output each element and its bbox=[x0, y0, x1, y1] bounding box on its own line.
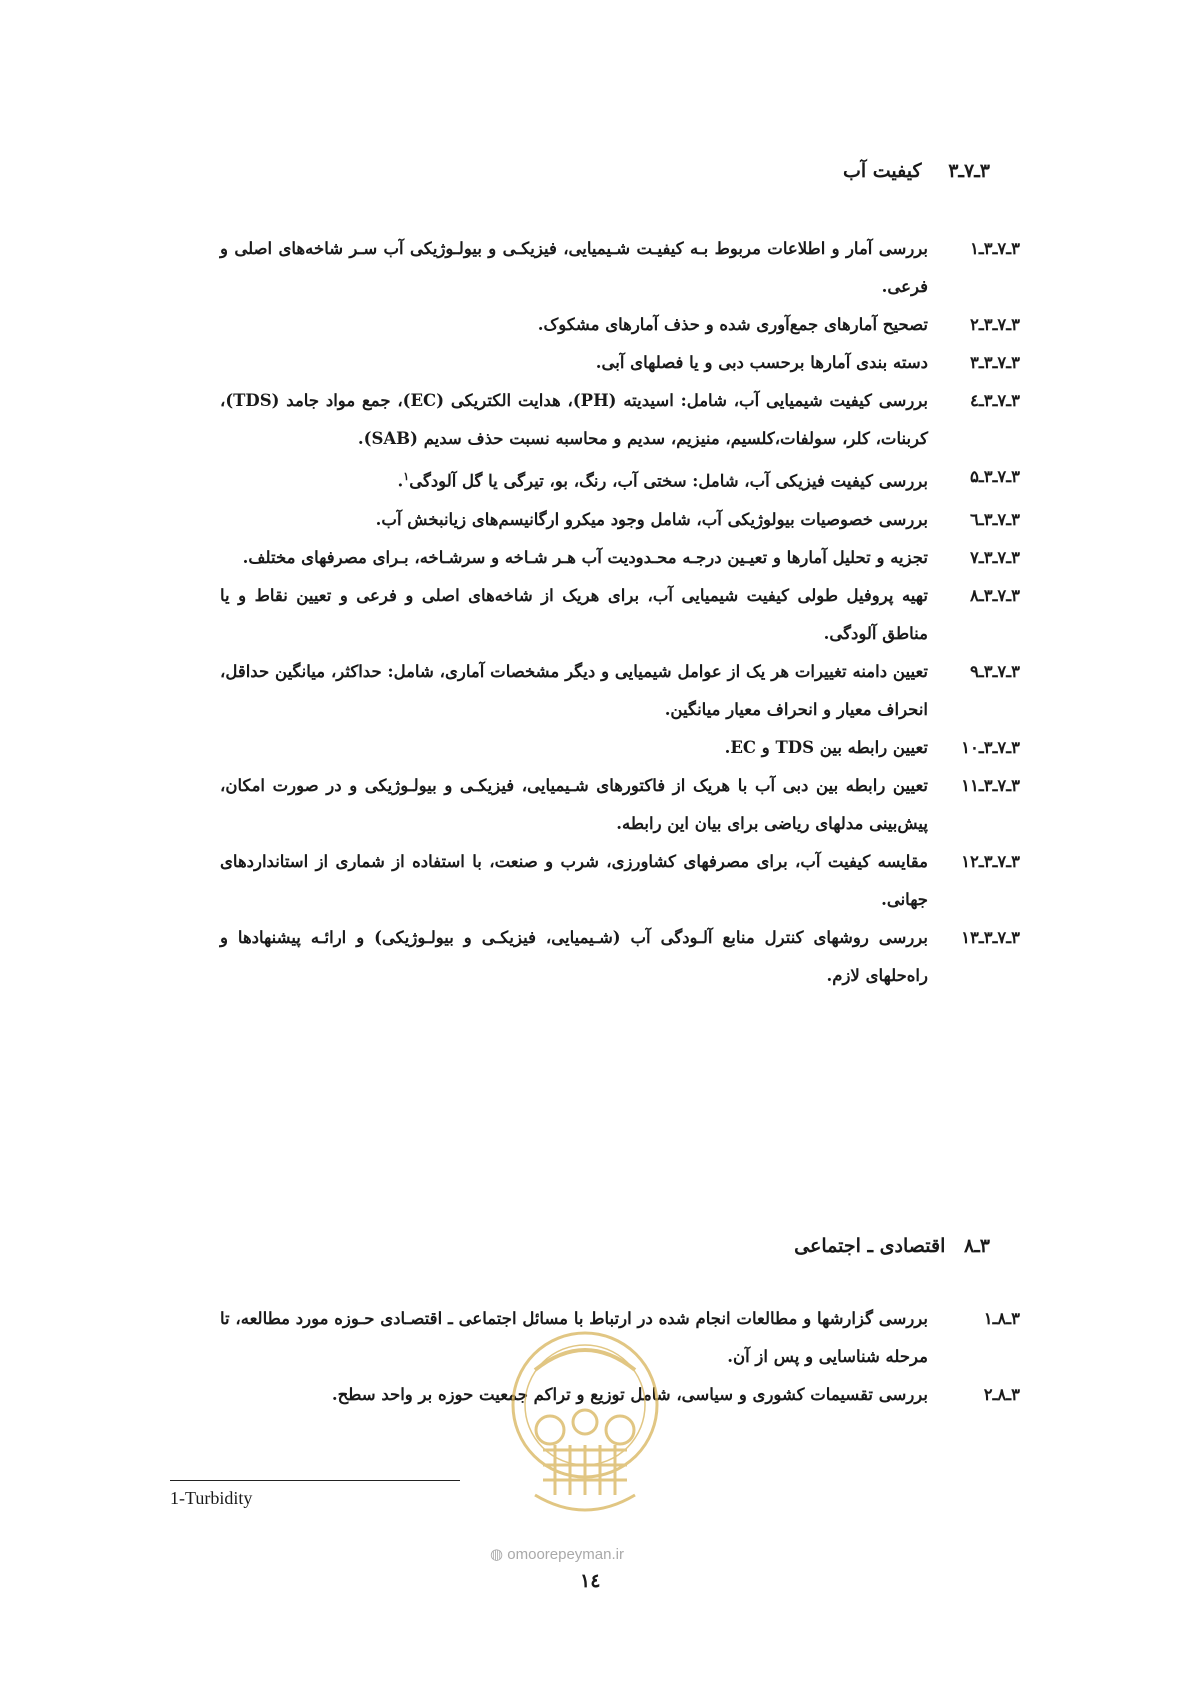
item-number: ۳ـ۷ـ۳ـ۹ bbox=[969, 661, 1020, 681]
section-title: اقتصادی ـ اجتماعی bbox=[794, 1235, 946, 1257]
section-number: ۳ـ۷ـ۳ bbox=[948, 160, 990, 182]
list-item bbox=[220, 729, 1020, 767]
item-number: ۳ـ۷ـ۳ـ۷ bbox=[969, 547, 1020, 567]
item-text: بررسی تقسیمات کشوری و سیاسی، شامل توزیع و تراکم جمعیت حوزه بر واحد سطح. bbox=[331, 1385, 928, 1404]
item-text: بررسی گزارشها و مطالعات انجام شده در ارتباط با مسائل اجتماعی ـ اقتصـادی حـوزه مورد مطالعه، تا مرحله شناسایی و پس از آن. bbox=[220, 1309, 928, 1366]
footnote-divider bbox=[170, 1480, 460, 1481]
item-text: تعیین رابطه بین دبی آب با هریک از فاکتورهای شـیمیایی، فیزیکـی و بیولـوژیکی و در صورت امکان، پیش‌بینی مدلهای ریاضی برای بیان این رابطه. bbox=[220, 775, 928, 833]
item-text: بررسی روشهای کنترل منابع آلـودگی آب (شـیمیایی، فیزیکـی و بیولـوژیکی) و ارائـه پیشنهادها و راه‌حلهای لازم. bbox=[220, 927, 928, 985]
list-item bbox=[220, 344, 1020, 382]
seal-logo-icon bbox=[505, 1310, 665, 1530]
item-number: ۳ـ۷ـ۳ـ۱۰ bbox=[961, 737, 1020, 757]
item-number: ۳ـ۷ـ۳ـ۱۳ bbox=[961, 927, 1020, 947]
item-text-with-footnote: بررسی کیفیت فیزیکی آب، شامل: سختی آب، رنگ، بو، تیرگی یا گل آلودگی$^۱$. bbox=[397, 470, 928, 491]
item-number: ۳ـ۷ـ۳ـ۱۲ bbox=[961, 851, 1020, 871]
item-number: ۳ـ۷ـ۳ـ۲ bbox=[969, 315, 1020, 334]
item-text: دسته بندی آمارها برحسب دبی و یا فصلهای آبی. bbox=[595, 353, 928, 372]
list-item bbox=[220, 653, 1020, 729]
list-item bbox=[220, 919, 1020, 995]
item-text: بررسی کیفیت فیزیکی آب، شامل: سختی آب، رنگ، بو، تیرگی یا گل آلودگی bbox=[409, 471, 928, 491]
item-text: تهیه پروفیل طولی کیفیت شیمیایی آب، برای هریک از شاخه‌های اصلی و فرعی و تعیین نقاط و یا مناطق آلودگی. bbox=[220, 585, 928, 643]
item-number: ۳ـ۷ـ۳ـ٤ bbox=[969, 391, 1020, 410]
list-item bbox=[220, 843, 1020, 919]
item-text: بررسی آمار و اطلاعات مربوط بـه کیفیـت شـیمیایی، فیزیکـی و بیولـوژیکی آب سـر شاخه‌های اصلی و فرعی. bbox=[220, 239, 928, 296]
list-item bbox=[220, 458, 1020, 501]
item-text: تجزیه و تحلیل آمارها و تعیـین درجـه محـدودیت آب هـر شـاخه و سرشـاخه، بـرای مصرفهای مختلف. bbox=[242, 547, 928, 567]
item-number: ۳ـ۷ـ۳ـ۱۱ bbox=[961, 775, 1020, 795]
item-number: ۳ـ۷ـ۳ـ۵ bbox=[969, 467, 1020, 486]
item-text: بررسی خصوصیات بیولوژیکی آب، شامل وجود میکرو ارگانیسم‌های زیانبخش آب. bbox=[375, 509, 928, 529]
list-item bbox=[220, 767, 1020, 843]
list-item bbox=[220, 382, 1020, 458]
watermark bbox=[490, 1545, 624, 1563]
item-number: ۳ـ۸ـ۲ bbox=[983, 1385, 1020, 1404]
item-number: ۳ـ۷ـ۳ـ٦ bbox=[969, 509, 1020, 529]
item-text: تصحیح آمارهای جمع‌آوری شده و حذف آمارهای مشکوک. bbox=[537, 315, 928, 334]
footnote: 1-Turbidity bbox=[170, 1488, 253, 1508]
item-number: ۳ـ۷ـ۳ـ۱ bbox=[969, 239, 1020, 258]
item-text: تعیین دامنه تغییرات هر یک از عوامل شیمیایی و دیگر مشخصات آماری، شامل: حداکثر، میانگین حداقل، انحراف معیار و انحراف معیار میانگین. bbox=[220, 661, 928, 719]
item-text: مقایسه کیفیت آب، برای مصرفهای کشاورزی، شرب و صنعت، با استفاده از شماری از استانداردهای جهانی. bbox=[220, 851, 928, 909]
list-item bbox=[220, 577, 1020, 653]
water-quality-list bbox=[220, 230, 1020, 995]
watermark-text: omoorepeyman.ir bbox=[507, 1546, 624, 1563]
section-heading-water-quality bbox=[843, 160, 990, 182]
item-number: ۳ـ۷ـ۳ـ۸ bbox=[969, 585, 1020, 605]
item-text: بررسی کیفیت شیمیایی آب، شامل: اسیدیته (PH)، هدایت الکتریکی (EC)، جمع مواد جامد (TDS)، کربنات، کلر، سولفات،کلسیم، منیزیم، سدیم و محاسبه نسبت حذف سدیم (SAB). bbox=[220, 391, 928, 448]
page-number: ١٤ bbox=[580, 1570, 601, 1592]
section-number: ۳ـ۸ bbox=[963, 1235, 990, 1257]
list-item bbox=[220, 539, 1020, 577]
watermark-icon: ◍ bbox=[490, 1546, 504, 1563]
list-item bbox=[220, 230, 1020, 306]
item-number: ۳ـ۸ـ۱ bbox=[983, 1309, 1020, 1328]
section-title: کیفیت آب bbox=[843, 160, 922, 182]
list-item bbox=[220, 501, 1020, 539]
item-number: ۳ـ۷ـ۳ـ۳ bbox=[969, 353, 1020, 372]
section-heading-socio-economic bbox=[794, 1235, 990, 1257]
item-text: تعیین رابطه بین TDS و EC. bbox=[724, 737, 928, 757]
list-item bbox=[220, 306, 1020, 344]
footnote-mark: ۱ bbox=[403, 470, 410, 483]
